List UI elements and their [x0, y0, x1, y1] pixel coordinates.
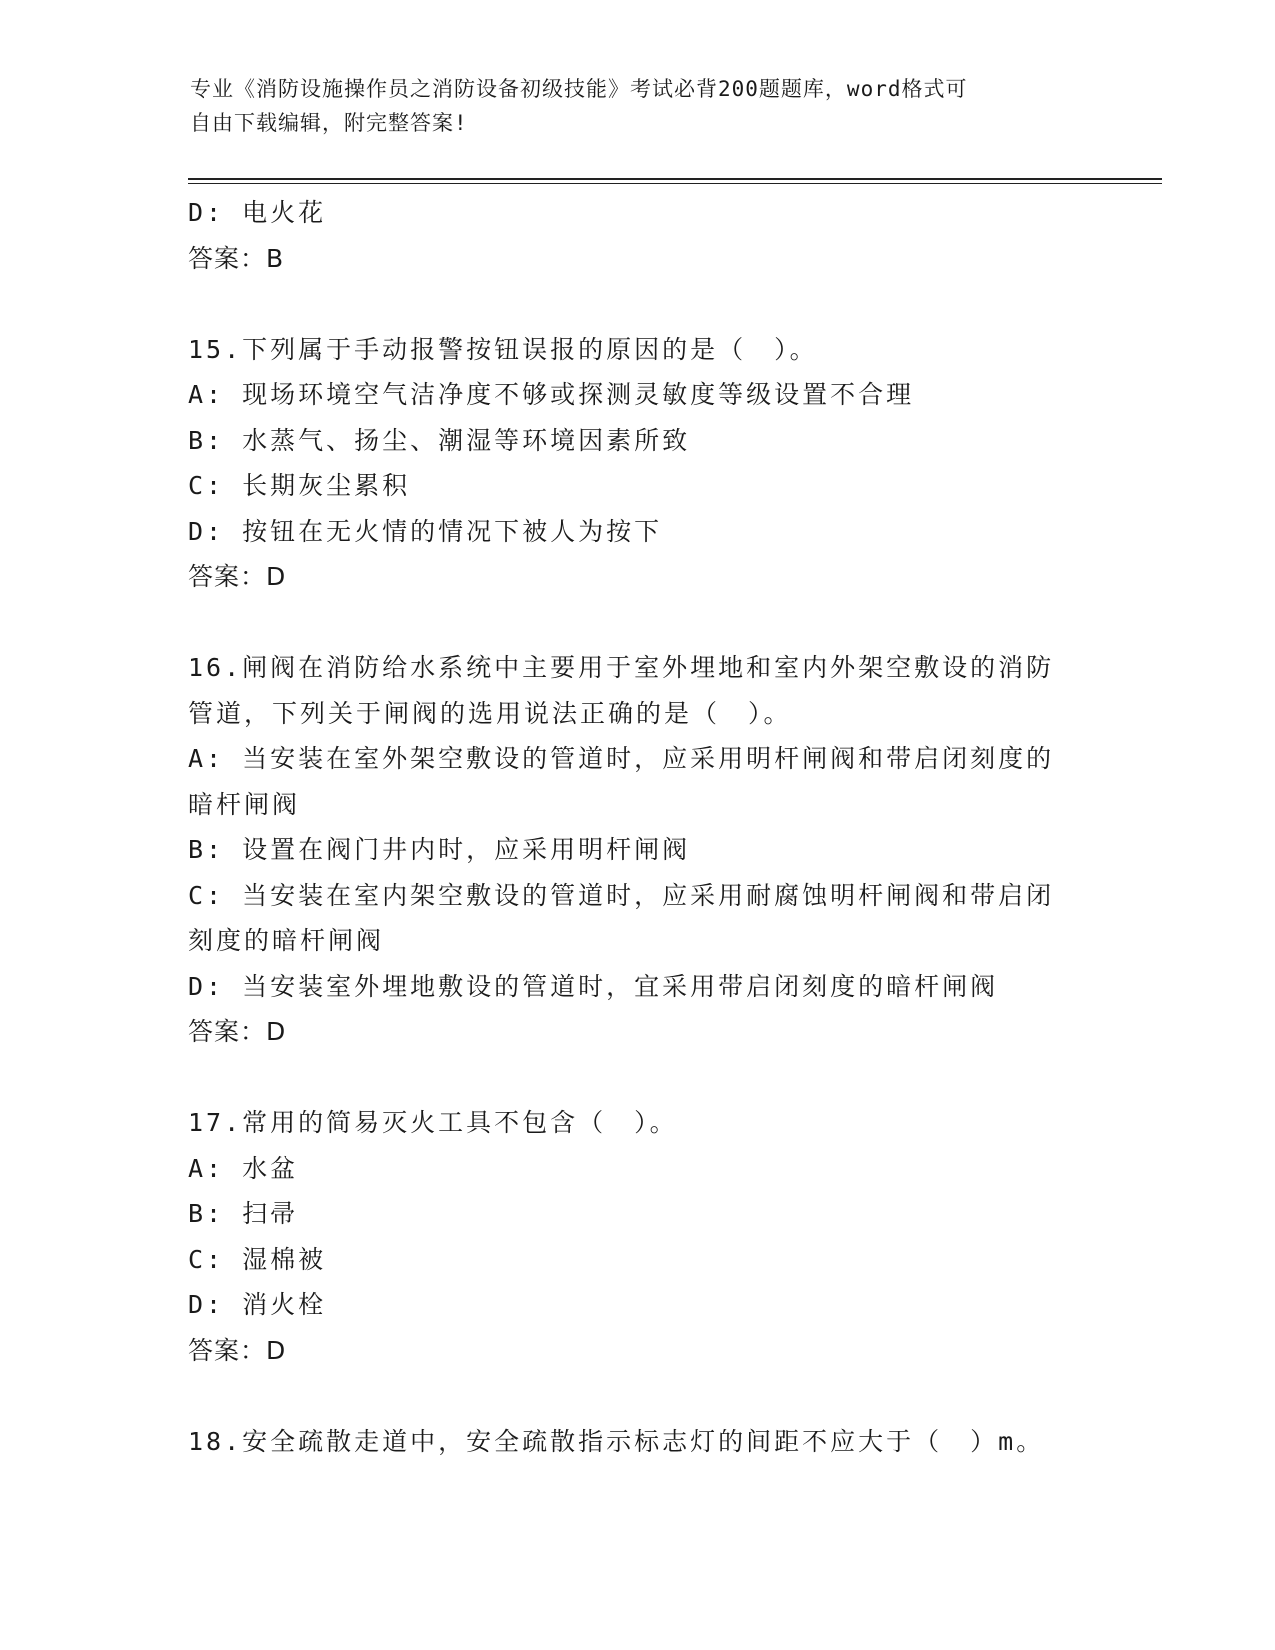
question-option: D: 按钮在无火情的情况下被人为按下 [188, 516, 663, 546]
header-line-2: 自由下载编辑，附完整答案! [190, 111, 468, 135]
question-option: B: 扫帚 [188, 1199, 299, 1228]
question-option: 暗杆闸阀 [188, 789, 301, 819]
question-answer: 答案：D [188, 1335, 287, 1365]
question-block [188, 1419, 1088, 1465]
question-block [188, 645, 1088, 1100]
question-option: B: 水蒸气、扬尘、潮湿等环境因素所致 [188, 425, 691, 455]
header-rule-thin [188, 183, 1162, 184]
page-header [190, 72, 1090, 140]
question-option: A: 当安装在室外架空敷设的管道时，应采用明杆闸阀和带启闭刻度的 [188, 744, 1055, 773]
question-option: A: 水盆 [188, 1153, 299, 1183]
question-block [188, 1100, 1088, 1419]
question-stem: 17.常用的简易灭火工具不包含（ ）。 [188, 1108, 678, 1137]
document-body [188, 190, 1088, 1464]
question-option: D: 当安装室外埋地敷设的管道时，宜采用带启闭刻度的暗杆闸阀 [188, 971, 999, 1001]
question-option: C: 当安装在室内架空敷设的管道时，应采用耐腐蚀明杆闸阀和带启闭 [188, 880, 1055, 910]
spacer [188, 281, 1088, 327]
question-stem: 15.下列属于手动报警按钮误报的原因的是（ ）。 [188, 334, 818, 364]
question-option: B: 设置在阀门井内时，应采用明杆闸阀 [188, 835, 691, 864]
question-option: A: 现场环境空气洁净度不够或探测灵敏度等级设置不合理 [188, 380, 915, 409]
previous-answer: 答案：B [188, 243, 285, 273]
question-answer: 答案：D [188, 562, 287, 591]
question-stem: 16.闸阀在消防给水系统中主要用于室外埋地和室内外架空敷设的消防 [188, 653, 1055, 682]
question-stem: 18.安全疏散走道中，安全疏散指示标志灯的间距不应大于（ ）m。 [188, 1426, 1045, 1456]
question-option: D: 消火栓 [188, 1290, 327, 1319]
header-line-1: 专业《消防设施操作员之消防设备初级技能》考试必背200题题库，word格式可 [190, 77, 968, 101]
header-rule-thick [188, 178, 1162, 180]
question-block [188, 327, 1088, 646]
question-answer: 答案：D [188, 1017, 287, 1046]
question-list [188, 327, 1088, 1465]
previous-option-d: D: 电火花 [188, 198, 327, 227]
question-stem: 管道，下列关于闸阀的选用说法正确的是（ ）。 [188, 698, 792, 728]
question-option: 刻度的暗杆闸阀 [188, 926, 385, 955]
question-option: C: 湿棉被 [188, 1244, 327, 1274]
spacer [188, 1373, 1088, 1419]
spacer [188, 1055, 1088, 1101]
question-option: C: 长期灰尘累积 [188, 471, 411, 500]
spacer [188, 600, 1088, 646]
